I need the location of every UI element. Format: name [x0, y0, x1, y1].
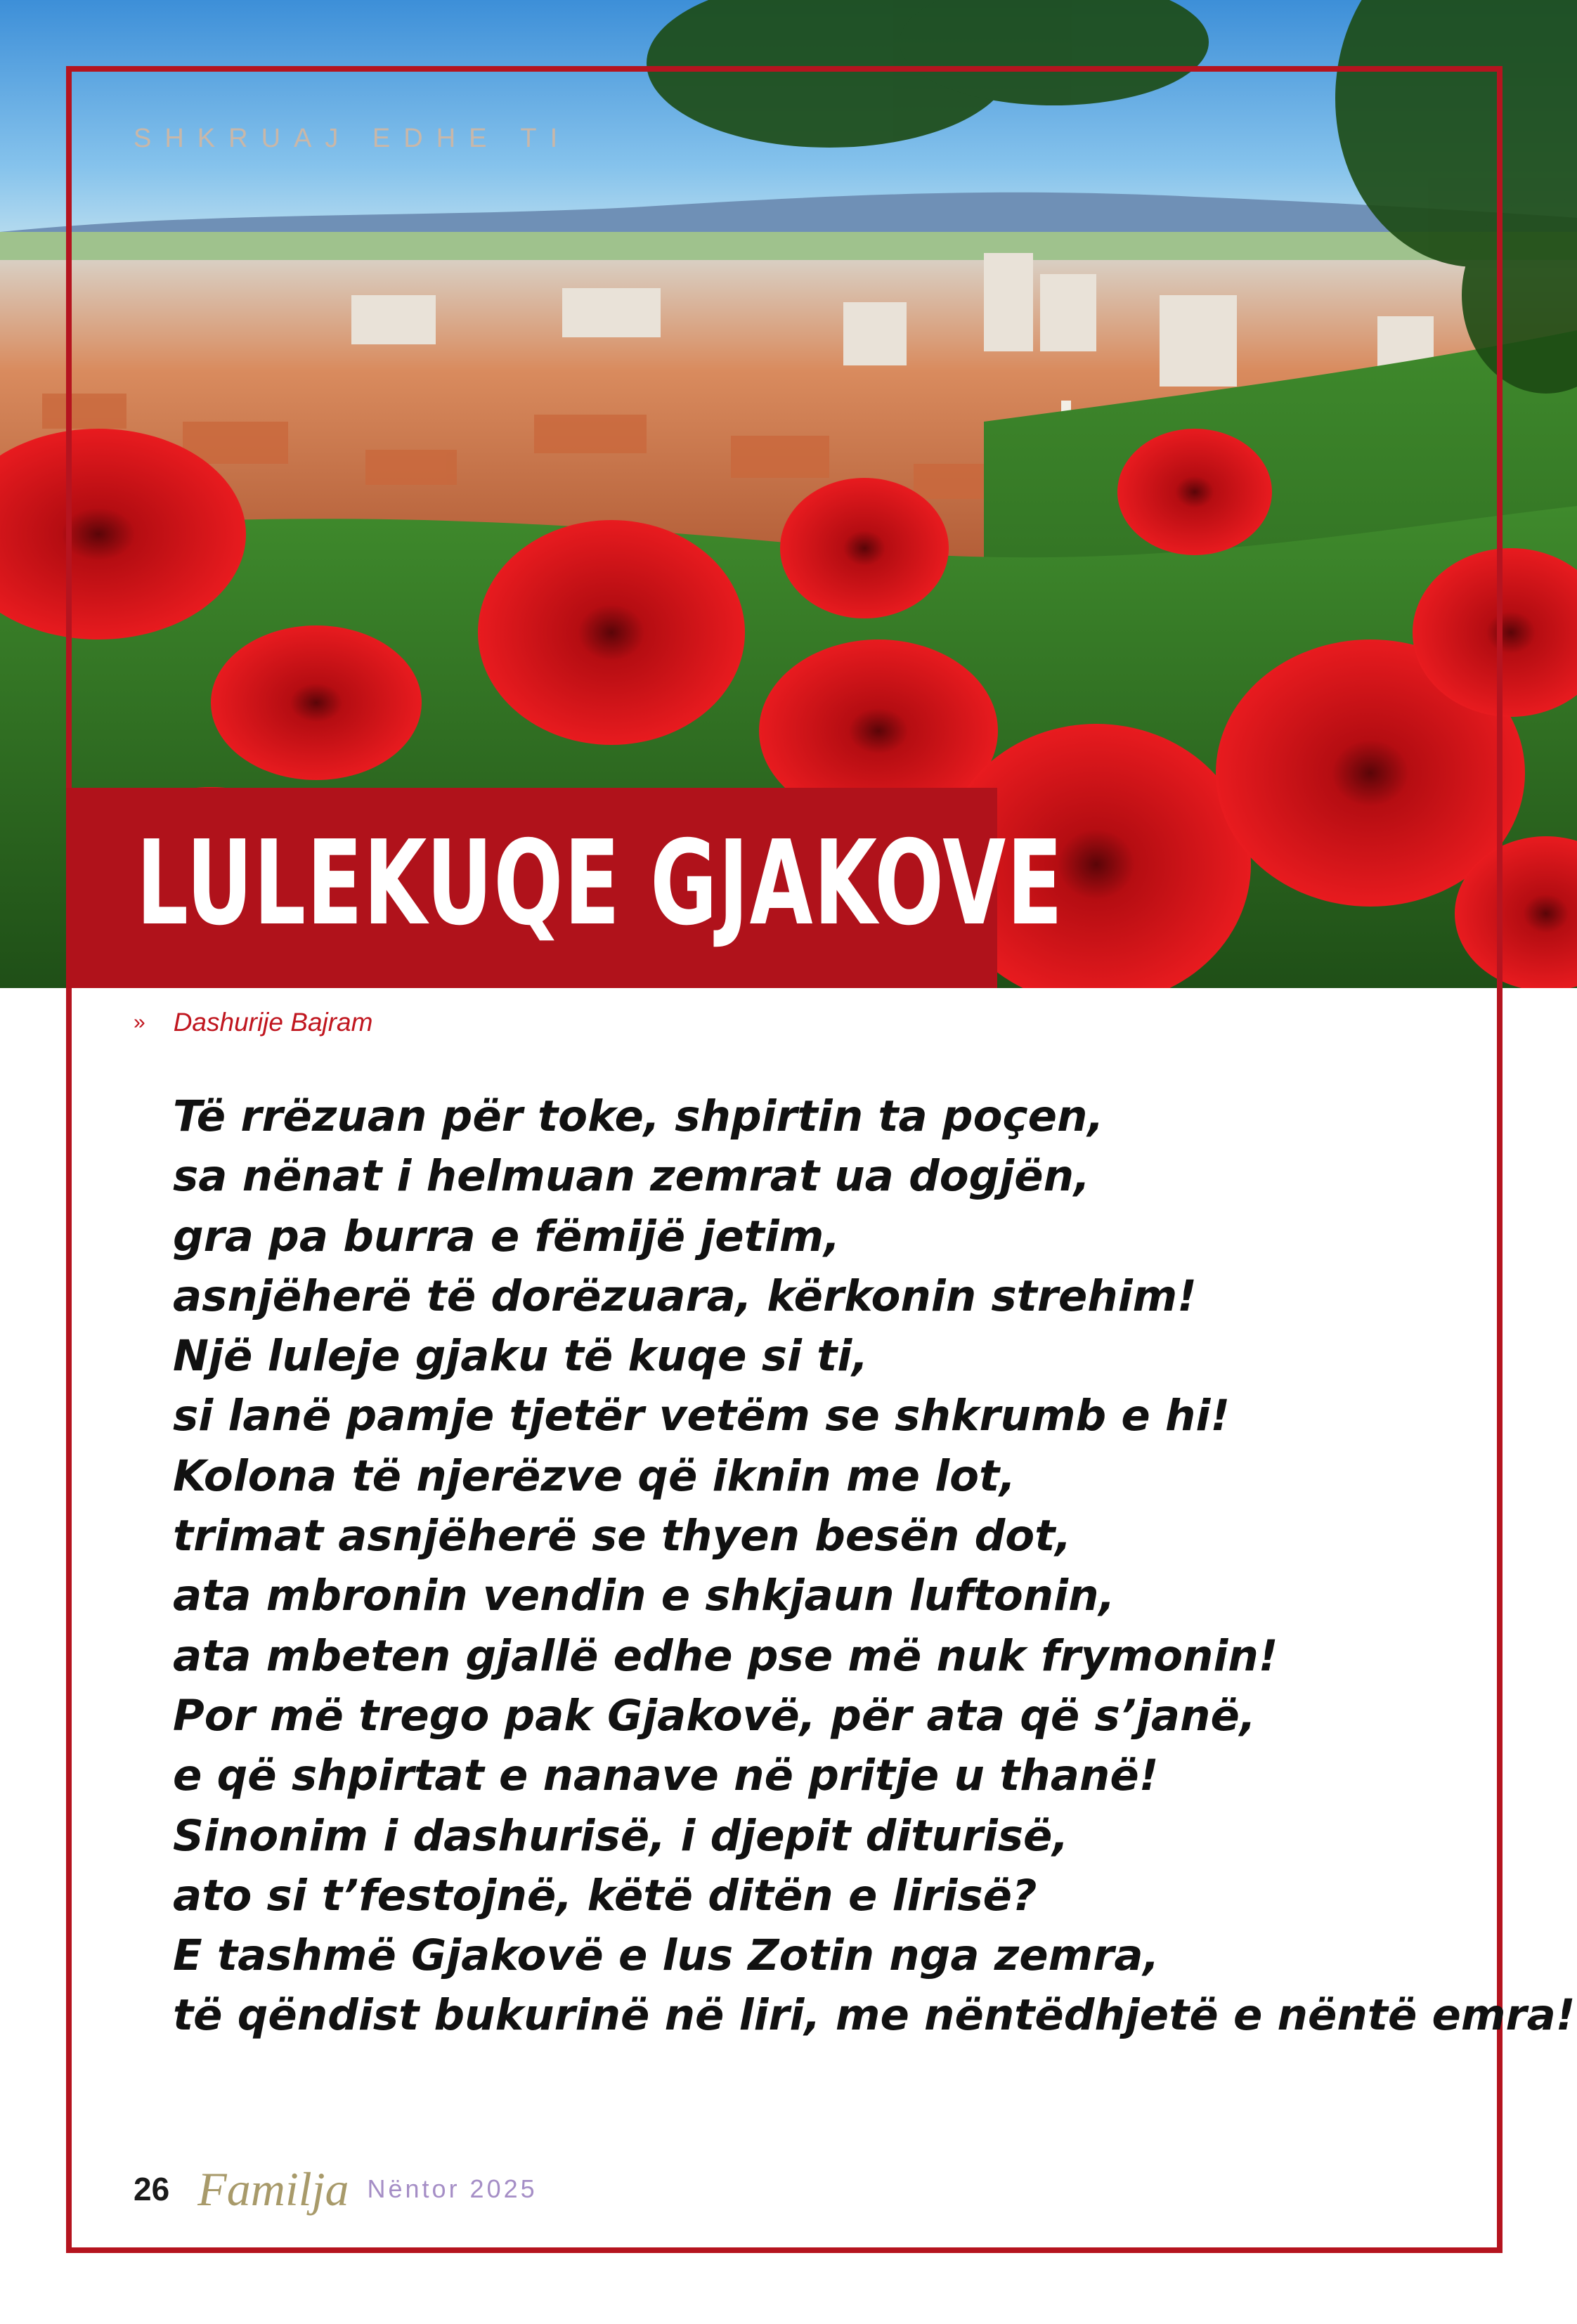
poem-line: sa nënat i helmuan zemrat ua dogjën, [173, 1151, 1091, 1202]
chevron-icon: » [134, 1011, 145, 1034]
page-number: 26 [134, 2171, 170, 2207]
issue-date: Nëntor 2025 [367, 2174, 538, 2203]
poem-line: si lanë pamje tjetër vetëm se shkrumb e hi! [173, 1391, 1231, 1441]
page-footer [134, 2164, 538, 2214]
poem-line: ato si t’festojnë, këtë ditën e lirisë? [173, 1870, 1037, 1921]
title-banner [66, 788, 1064, 988]
poem-line: E tashmë Gjakovë e lus Zotin nga zemra, [173, 1930, 1160, 1981]
author-byline [134, 1008, 372, 1037]
magazine-logo: Familja [197, 2162, 349, 2216]
poem-line: Sinonim i dashurisë, i djepit diturisë, [173, 1810, 1069, 1861]
poem-line: trimat asnjëherë se thyen besën dot, [173, 1511, 1072, 1562]
section-label: SHKRUAJ EDHE TI [134, 124, 571, 153]
poem-line: të qëndist bukurinë në liri, me nëntëdhjetë e nëntë emra! [173, 1990, 1576, 2041]
poem-line: gra pa burra e fëmijë jetim, [173, 1211, 841, 1261]
poem-line: asnjëherë të dorëzuara, kërkonin strehim! [173, 1271, 1198, 1321]
poem-body [173, 1086, 1576, 2046]
poem-line: Të rrëzuan për toke, shpirtin ta poçen, [173, 1091, 1104, 1141]
poem-line: Një luleje gjaku të kuqe si ti, [173, 1331, 869, 1382]
poem-line: Kolona të njerëzve që iknin me lot, [173, 1450, 1016, 1501]
article-title: LULEKUQE GJAKOVE [136, 816, 1064, 952]
poem-line: ata mbeten gjallë edhe pse më nuk frymonin! [173, 1630, 1278, 1681]
poem-line: Por më trego pak Gjakovë, për ata që s’janë, [173, 1690, 1257, 1741]
author-name: Dashurije Bajram [173, 1008, 373, 1037]
poem-line: e që shpirtat e nanave në pritje u thanë! [173, 1751, 1159, 1801]
poem-line: ata mbronin vendin e shkjaun luftonin, [173, 1571, 1115, 1621]
